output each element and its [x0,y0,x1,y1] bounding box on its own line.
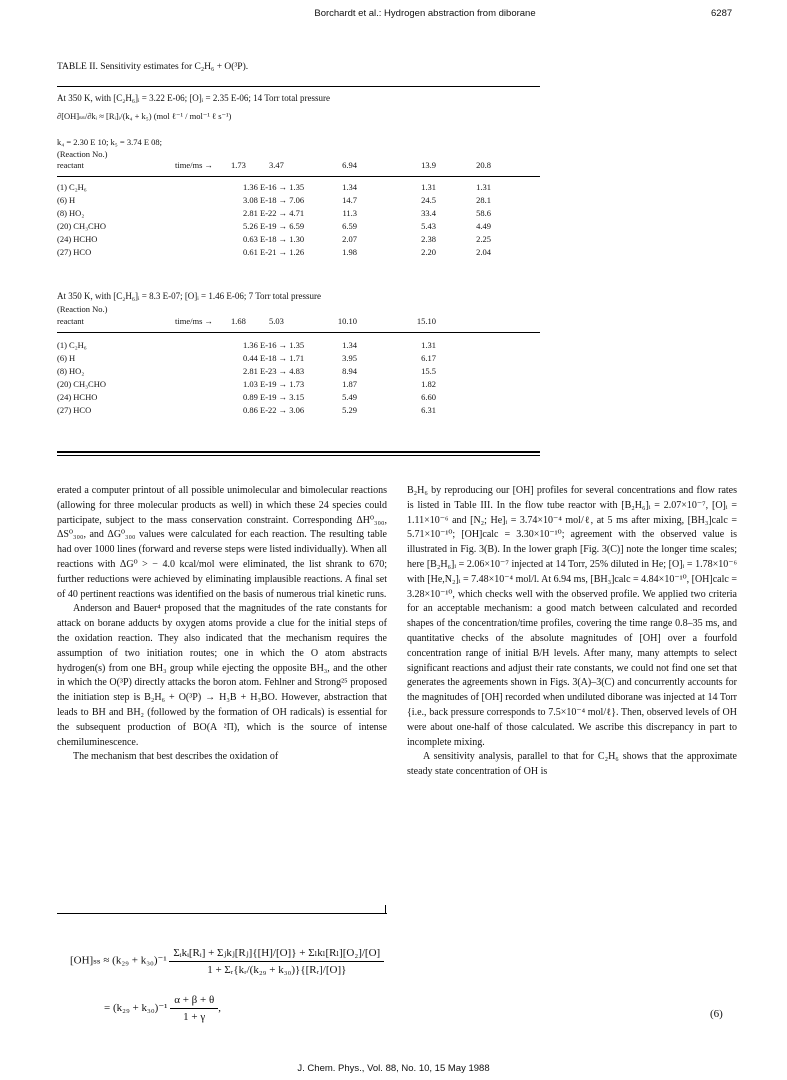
time-value: 1.73 [231,160,246,170]
column-header-time: time/ms → [175,160,214,170]
row-reactant: (1) C₂H₆ [57,340,87,350]
table-row [57,234,540,246]
table-row [57,247,540,259]
table-row [57,208,540,220]
equation-fraction [169,946,384,976]
table-formula: ∂[OH]ₛₛ/∂kᵢ ≈ [Rᵢ]ᵢ/(k₄ + k₅) (mol ℓ⁻¹ / mol⁻¹ ℓ s⁻¹) [57,111,232,121]
row-value: 24.5 [421,195,436,205]
paragraph: A sensitivity analysis, parallel to that for C₂H₆ shows that the approximate steady state concentration of OH is [407,751,737,778]
row-value: 2.81 E-22 → 4.71 [243,208,305,218]
page-number: 6287 [711,8,733,19]
row-reactant: (6) H [57,353,76,363]
row-value: 2.25 [476,234,491,244]
paragraph: erated a computer printout of all possible unimolecular and bimolecular reactions (allowing for three molecular products as well) in which these 24 species could participate, subject to the mass conservation constraint. Corresponding ΔH⁰₃₀₀, ΔS⁰₃₀₀, and ΔG⁰₃₀₀ values were calculated for each reaction. The resulting table had over 1000 lines (forward and reverse steps were listed individually). When all reactions with ΔG⁰ > − 4.0 kcal/mol were eliminated, the list shrank to 670; further reductions were achieved by eliminating implausible reactions. A final set of 40 pertinent reactions was identified on the basis of numerous trial kinetic runs. [57,485,387,600]
table-reaction-no-label: (Reaction No.) [57,304,108,314]
time-value: 3.47 [269,160,284,170]
row-value: 11.3 [342,208,357,218]
table-caption: TABLE II. Sensitivity estimates for C₂H₆ + O(³P). [57,62,249,72]
row-value: 3.08 E-18 → 7.06 [243,195,305,205]
row-value: 0.86 E-22 → 3.06 [243,405,305,415]
row-value: 1.31 [421,340,436,350]
table-bottom-rule [57,451,540,453]
row-reactant: (8) HO₂ [57,208,85,218]
time-value: 6.94 [342,160,357,170]
time-value: 5.03 [269,316,284,326]
table-row [57,366,540,378]
row-value: 5.29 [342,405,357,415]
right-column [407,484,737,780]
paragraph: Anderson and Bauer⁴ proposed that the magnitudes of the rate constants for attack on borane adducts by oxygen atoms provide a clue for the initial steps of the oxidation reaction. They also indicated that the mechanism requires the assumption of two initiation routes; one in which the O atom abstracts hydrogen(s) from one BH₃ group while ejecting the opposite BH₃, and the other in which the O(³P) directly attacks the boron atom. Fehlner and Strong²⁵ proposed the initiation step is B₂H₆ + O(³P) → H₃B + H₃BO. However, abstraction that leads to BH and BH₂ (followed by the formation of OH radicals) is essential for the subsequent production of BO(A ²Π), which is the source of intense chemiluminescence. [57,603,387,748]
row-value: 1.36 E-16 → 1.35 [243,340,305,350]
time-value: 20.8 [476,160,491,170]
row-value: 1.03 E-19 → 1.73 [243,379,305,389]
row-value: 1.31 [421,182,436,192]
equation-denominator: 1 + γ [183,1011,206,1023]
row-reactant: (27) HCO [57,405,92,415]
table-section1-header-row [57,160,540,172]
row-value: 1.87 [342,379,357,389]
equation-line-1 [70,946,384,976]
row-value: 0.61 E-21 → 1.26 [243,247,305,257]
table-top-rule [57,86,540,87]
equation-tail: , [218,1002,221,1015]
row-value: 6.31 [421,405,436,415]
row-value: 14.7 [342,195,357,205]
table-reaction-no-label: (Reaction No.) [57,149,108,159]
row-value: 28.1 [476,195,491,205]
table-row [57,195,540,207]
table-row [57,379,540,391]
table-row [57,340,540,352]
row-value: 1.31 [476,182,491,192]
row-value: 6.59 [342,221,357,231]
time-value: 15.10 [416,316,436,326]
row-value: 3.95 [342,353,357,363]
equation-number: (6) [710,1008,723,1020]
row-value: 6.17 [421,353,436,363]
row-value: 2.38 [421,234,436,244]
row-value: 2.04 [476,247,491,257]
row-reactant: (6) H [57,195,76,205]
table-row [57,405,540,417]
paragraph: B₂H₆ by reproducing our [OH] profiles for several concentrations and flow rates is listed in Table III. In the flow tube reactor with [B₂H₆]ᵢ = 2.07×10⁻⁷, [O]ᵢ = 1.11×10⁻⁶ and [N₂; He]ᵢ = 3.74×10⁻⁴ mol/ℓ, at 5 ms after mixing, [BH₃]calc = 5.71×10⁻¹⁰; [OH]calc = 3.30×10⁻¹⁰; agreement with the observed value is illustrated in Fig. 3(B). In the lower graph [Fig. 3(C)] note the longer time scales; here [B₂H₆]ᵢ = 2.06×10⁻⁷ injected at 14 Torr, 25% diluted in He; [O]ᵢ = 1.78×10⁻⁶ with [He,N₂]ᵢ = 7.48×10⁻⁴ mol/l. At 6.94 ms, [BH₃]calc = 4.84×10⁻¹⁰, [OH]calc = 3.28×10⁻¹⁰, which checks well with the observed profile. We applied two criteria for an acceptable mechanism: a good match between calculated and recorded shapes of the concentration/time profiles, covering the time range 0.8–35 ms, and quantitative checks of the absolute magnitudes of [OH] over a fourfold concentration range of initial B/H levels. After many, many attempts to select significant reactions and adjust their rate constants, we could not find one set that generates the agreements shown in Figs. 3(A)–3(C) and concurrently accounts for the magnitudes of [OH] recorded when undiluted diborane was injected at 14 Torr {i.e., back pressure corresponds to 7.5×10⁻⁴ mol/ℓ}. Then, observed levels of OH were about one-half of those calculated. We ascribe this discrepancy in part to incomplete mixing. [407,485,737,748]
row-value: 5.26 E-19 → 6.59 [243,221,305,231]
column-end-tick [385,905,386,914]
table-section1-header: At 350 K, with [C₂H₆]ᵢ = 3.22 E-06; [O]ᵢ = 2.35 E-06; 14 Torr total pressure [57,93,331,103]
equation-line2-lhs: = (k₂₉ + k₃₀)⁻¹ [104,1002,168,1015]
row-value: 5.43 [421,221,436,231]
row-reactant: (24) HCHO [57,392,98,402]
running-head-title: Borchardt et al.: Hydrogen abstraction from diborane [314,8,536,19]
row-value: 2.81 E-23 → 4.83 [243,366,305,376]
row-value: 8.94 [342,366,357,376]
row-reactant: (24) HCHO [57,234,98,244]
paragraph: The mechanism that best describes the oxidation of [73,751,279,763]
table-row [57,182,540,194]
row-reactant: (8) HO₂ [57,366,85,376]
table-header-rule [57,176,540,177]
row-value: 6.60 [421,392,436,402]
table-bottom-rule [57,455,540,456]
column-header-time: time/ms → [175,316,214,326]
column-end-rule [57,913,387,914]
row-value: 5.49 [342,392,357,402]
column-header-reactant: reactant [57,316,84,326]
table-row [57,353,540,365]
table-row [57,221,540,233]
row-value: 1.34 [342,182,357,192]
row-value: 0.89 E-19 → 3.15 [243,392,305,402]
time-value: 10.10 [337,316,357,326]
equation-line-2 [104,994,221,1023]
column-header-reactant: reactant [57,160,84,170]
row-value: 1.98 [342,247,357,257]
time-value: 1.68 [231,316,246,326]
time-value: 13.9 [421,160,436,170]
row-reactant: (20) CH₃CHO [57,221,107,231]
table-section2-header-row [57,316,540,328]
row-value: 1.82 [421,379,436,389]
left-column [57,484,387,765]
row-value: 4.49 [476,221,491,231]
table-header-rule [57,332,540,333]
row-value: 0.63 E-18 → 1.30 [243,234,305,244]
equation-fraction [170,994,218,1023]
row-value: 15.5 [421,366,436,376]
row-value: 33.4 [421,208,436,218]
journal-footer: J. Chem. Phys., Vol. 88, No. 10, 15 May 1988 [297,1063,490,1074]
row-reactant: (1) C₂H₆ [57,182,87,192]
table-constants: k₄ = 2.30 E 10; k₅ = 3.74 E 08; [57,137,162,147]
row-value: 1.34 [342,340,357,350]
row-value: 2.07 [342,234,357,244]
equation-numerator: α + β + θ [170,994,218,1009]
row-value: 58.6 [476,208,491,218]
table-row [57,392,540,404]
equation-numerator: Σᵢkᵢ[Rᵢ] + Σⱼkⱼ[Rⱼ]{[H]/[O]} + Σₗkₗ[Rₗ][O₂]/[O] [169,946,384,962]
row-reactant: (20) CH₃CHO [57,379,107,389]
row-value: 0.44 E-18 → 1.71 [243,353,305,363]
equation-denominator: 1 + Σᵣ{kᵣ/(k₂₉ + k₃₀)}{[Rᵣ]/[O]} [207,964,347,976]
row-reactant: (27) HCO [57,247,92,257]
equation-lhs: [OH]ₛₛ ≈ (k₂₉ + k₃₀)⁻¹ [70,954,167,967]
row-value: 2.20 [421,247,436,257]
row-value: 1.36 E-16 → 1.35 [243,182,305,192]
table-section2-header: At 350 K, with [C₂H₆]ᵢ = 8.3 E-07; [O]ᵢ = 1.46 E-06; 7 Torr total pressure [57,291,322,301]
